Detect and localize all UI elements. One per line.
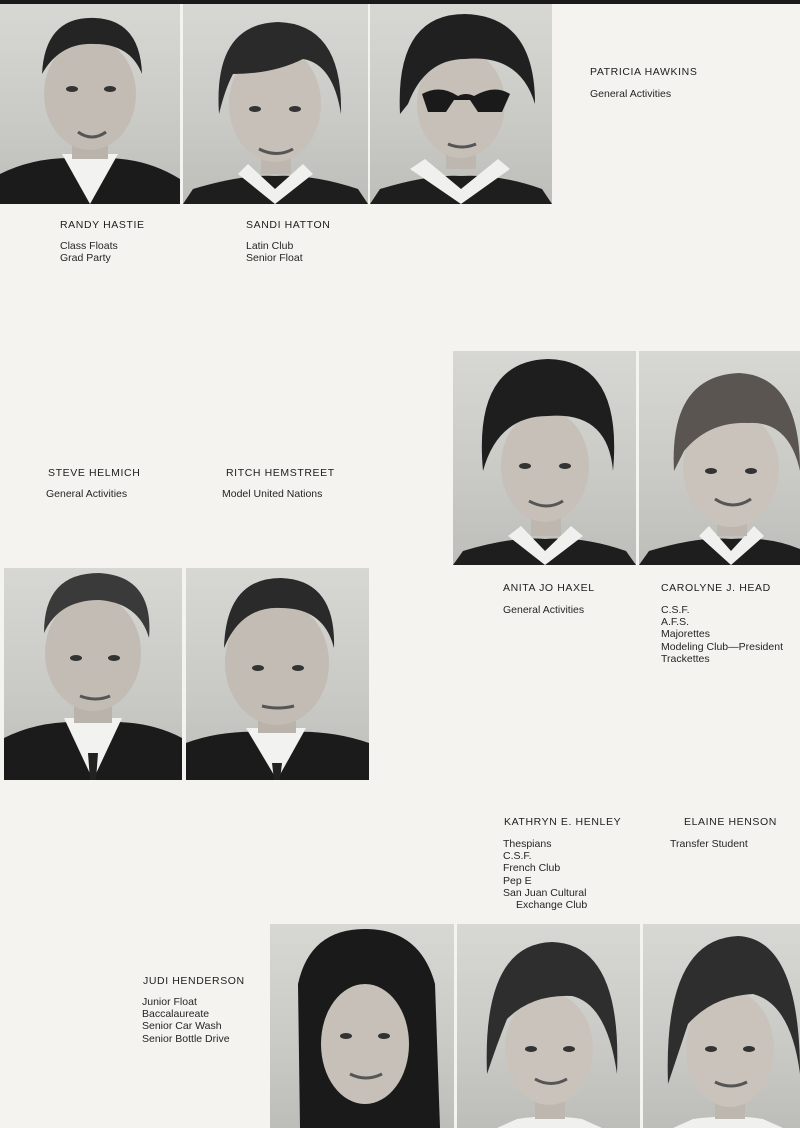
female-portrait-icon <box>453 351 636 565</box>
student-activities <box>590 88 671 100</box>
female-portrait-icon <box>270 924 454 1128</box>
activity-item: General Activities <box>46 488 128 500</box>
student-activities <box>246 240 303 264</box>
activity-item: Pep E <box>503 874 532 887</box>
activity-item: General Activities <box>590 88 672 100</box>
student-name: JUDI HENDERSON <box>143 975 245 987</box>
student-activities <box>670 838 748 850</box>
student-name: ELAINE HENSON <box>684 816 777 828</box>
activity-item: C.S.F. <box>503 850 532 863</box>
male-portrait-icon <box>4 568 182 780</box>
activity-item: Grad Party <box>60 252 111 265</box>
activity-item: Majorettes <box>661 628 711 641</box>
activity-item: Senior Car Wash <box>142 1020 222 1033</box>
student-activities <box>142 996 230 1045</box>
female-portrait-icon <box>183 4 368 204</box>
activity-item: C.S.F. <box>661 604 690 616</box>
activity-item: Latin Club <box>246 240 294 252</box>
activity-item: Senior Float <box>246 252 303 265</box>
activity-item: General Activities <box>503 604 585 616</box>
female-portrait-icon <box>457 924 640 1128</box>
activity-item: Exchange Club <box>516 899 588 912</box>
male-portrait-icon <box>186 568 369 780</box>
photo-judi-henderson <box>270 924 454 1128</box>
activity-item: Thespians <box>503 838 552 850</box>
photo-anita-jo-haxel <box>453 351 636 565</box>
activity-item: Senior Bottle Drive <box>142 1032 230 1045</box>
activity-item: Trackettes <box>661 652 710 665</box>
student-name: STEVE HELMICH <box>48 467 141 479</box>
activity-item: Model United Nations <box>222 488 323 500</box>
photo-ritch-hemstreet <box>186 568 369 780</box>
photo-carolyne-j-head <box>639 351 800 565</box>
student-activities <box>222 488 322 500</box>
student-name: RANDY HASTIE <box>60 219 145 231</box>
activity-item: Modeling Club—President <box>661 640 783 653</box>
photo-steve-helmich <box>4 568 182 780</box>
activity-item: Transfer Student <box>670 838 748 850</box>
student-activities <box>661 604 783 665</box>
female-portrait-icon <box>639 351 800 565</box>
student-activities <box>503 604 584 616</box>
student-name: RITCH HEMSTREET <box>226 467 335 479</box>
photo-randy-hastie <box>0 4 180 204</box>
activity-item: Class Floats <box>60 240 118 252</box>
student-name: PATRICIA HAWKINS <box>590 66 698 78</box>
student-name: ANITA JO HAXEL <box>503 582 595 594</box>
activity-item: Junior Float <box>142 996 197 1008</box>
activity-item: San Juan Cultural <box>503 886 587 899</box>
activity-item: A.F.S. <box>661 616 690 629</box>
activity-item: French Club <box>503 862 561 875</box>
student-activities <box>46 488 127 500</box>
photo-kathryn-e-henley <box>457 924 640 1128</box>
photo-sandi-hatton <box>183 4 368 204</box>
photo-patricia-hawkins <box>370 4 552 204</box>
student-activities <box>60 240 118 264</box>
male-portrait-icon <box>0 4 180 204</box>
student-name: SANDI HATTON <box>246 219 331 231</box>
student-name: KATHRYN E. HENLEY <box>504 816 622 828</box>
student-activities <box>503 838 587 911</box>
activity-item: Baccalaureate <box>142 1008 210 1021</box>
female-portrait-icon <box>643 924 800 1128</box>
student-name: CAROLYNE J. HEAD <box>661 582 771 594</box>
photo-elaine-henson <box>643 924 800 1128</box>
female-portrait-icon <box>370 4 552 204</box>
